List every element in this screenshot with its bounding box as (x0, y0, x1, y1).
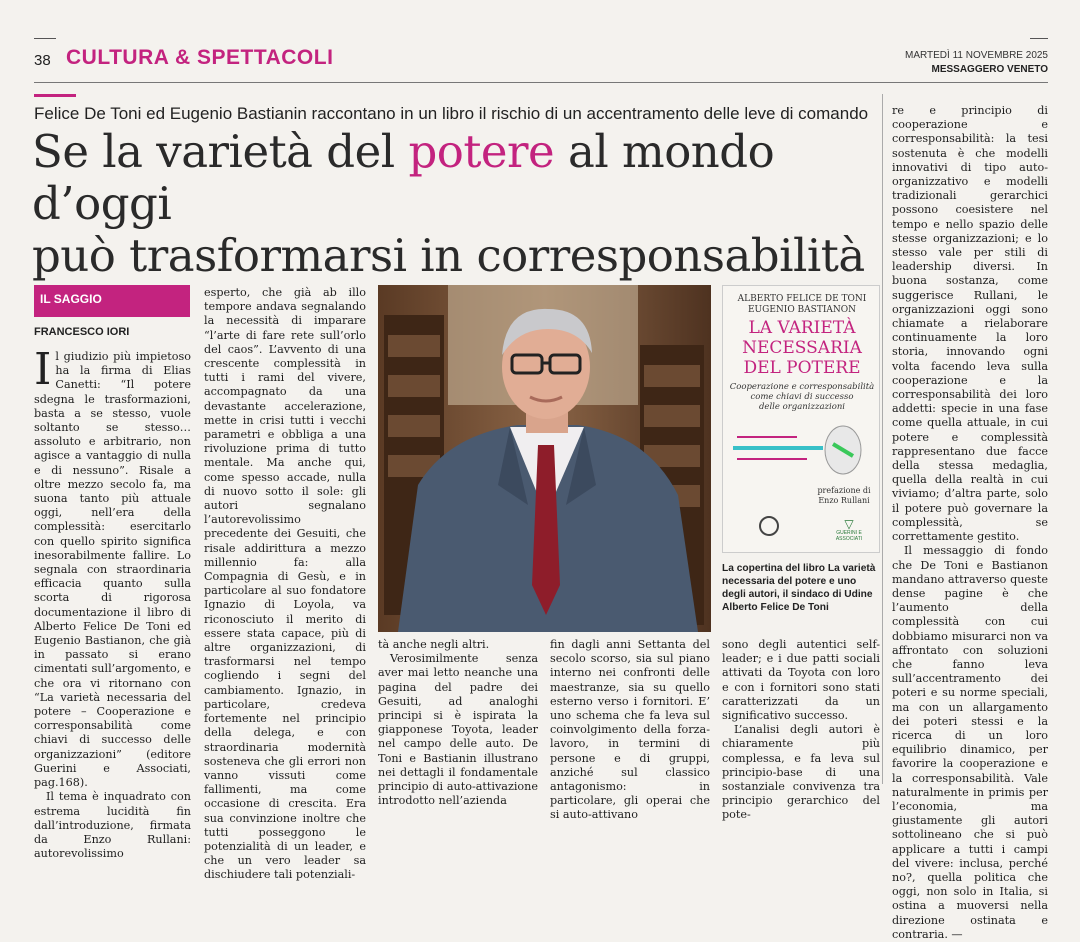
paragraph (34, 344, 191, 790)
book-title-2: NECESSARIA (742, 338, 862, 358)
paragraph: L’analisi degli autori è chiaramente più complessa, e fa leva sul principio-base di una sostanziale convivenza tra principio gerarchico del pote- (722, 723, 880, 822)
article-kicker: Felice De Toni ed Eugenio Bastianin raccontano in un libro il rischio di un accentramento delle leve di comando (34, 104, 869, 123)
column-1 (34, 344, 191, 861)
author-photo (378, 285, 711, 632)
paragraph: sono degli autentici self-leader; e i due patti sociali attivati da Toyota con loro e con i fornitori sono stati caratterizzati da un significativo successo. (722, 638, 880, 723)
paragraph: re e principio di cooperazione e corresponsabilità: la tesi sostenuta è che modelli innovativi di tipo auto-organizzativo e modelli tradizionali gerarchici possono coesistere nel tempo e nello spazio delle stesse organizzazioni; e lo stesso vale per stili di leadership diversi. In buona sostanza, come suggerisce Rullani, le organizzazioni oggi sono chiamate a rielaborare continuamente la loro storia, innovando ogni volta facendo leva sulla cooperazione e la corresponsabilità dei loro addetti: specie in una fase come quella attuale, in cui potere e complessità rappresentano due facce della stessa medaglia, quella della realtà in cui viviamo; d’altra parte, solo il potere può governare la complessità, se correttamente gestito. (892, 104, 1048, 544)
book-preface-label: prefazione di (817, 486, 871, 495)
book-illustration (723, 416, 881, 486)
section-tag: IL SAGGIO (34, 285, 190, 317)
book-author-1: ALBERTO FELICE DE TONI (737, 294, 867, 304)
header-divider (34, 82, 1048, 83)
drop-cap: I (34, 344, 52, 395)
headline-end: al mondo d’oggi (32, 125, 775, 230)
book-cover-image (722, 285, 880, 553)
column-6 (892, 104, 1048, 942)
column-divider (882, 94, 883, 784)
book-subtitle-2: come chiavi di successo (750, 392, 854, 402)
article-headline (32, 126, 882, 282)
issue-date: MARTEDÌ 11 NOVEMBRE 2025 (904, 50, 1048, 61)
book-title-3: DEL POTERE (743, 358, 861, 378)
paragraph: fin dagli anni Settanta del secolo scorso, sia sul piano interno nei confronti delle maestranze, sia su quello esterno verso i fornitori. E’ uno schema che fa leva sul coinvolgimento della forza-lavoro, in termini di persone e di gruppi, anziché sul classico antagonismo: in particolare, gli operai che si auto-attivano (550, 638, 710, 822)
paragraph: Verosimilmente senza aver mai letto neanche una pagina del padre dei Gesuiti, ad analoghi principi si è ispirata la giapponese Toyota, leader nel campo delle auto. De Toni e Bastianin illustrano nei dettagli il fondamentale principio di auto-attivazione introdotto nell’azienda (378, 652, 538, 808)
paragraph: tà anche negli altri. (378, 638, 490, 651)
open-access-icon (759, 516, 779, 536)
headline-line2: può trasformarsi in corresponsabilità (32, 229, 865, 282)
byline: FRANCESCO IORI (34, 326, 130, 338)
newspaper-name: MESSAGGERO VENETO (931, 64, 1048, 75)
book-subtitle-3: delle organizzazioni (758, 402, 846, 412)
book-author-2: EUGENIO BASTIANON (747, 305, 857, 315)
page-number: 38 (34, 52, 51, 69)
column-2 (204, 286, 366, 883)
book-publisher: GUERINI E ASSOCIATI (835, 530, 863, 542)
accent-bar (34, 94, 76, 97)
book-subtitle-1: Cooperazione e corresponsabilità (729, 382, 875, 392)
book-title-1: LA VARIETÀ (748, 318, 856, 338)
column-3 (378, 638, 538, 808)
top-rule-right (1030, 38, 1048, 39)
paragraph: Il messaggio di fondo che De Toni e Bastianon mandano attraverso queste dense pagine è che l’aumento della complessità con cui dobbiamo misurarci non va affrontato con soluzioni che fanno leva sull’accentramento dei poteri e su norme speciali, ma con un allargamento dei poteri stessi e la ricerca di un loro equilibrio dinamico, per favorire la cooperazione e la corresponsabilità. Vale naturalmente in primis per l’economia, ma giustamente gli autori sottolineano che si può applicare a tutti i campi del vivere: inclusa, perché no?, quella politica che oggi, non solo in Italia, si ostina a muoversi nella direzione ostinata e contraria. — (892, 544, 1048, 941)
photo-caption: La copertina del libro La varietà necessaria del potere e uno degli autori, il sindaco di Udine Alberto Felice De Toni (722, 563, 876, 613)
column-5 (722, 638, 880, 823)
headline-start: Se la varietà del (32, 125, 409, 178)
paragraph: Il tema è inquadrato con estrema lucidità fin dall’introduzione, firmata da Enzo Rullani: autorevolissimo (34, 790, 191, 861)
headline-highlight: potere (408, 125, 555, 178)
publisher-logo-icon: ▽ (844, 517, 854, 531)
paragraph-text: l giudizio più impietoso ha la firma di Elias Canetti: “Il potere sdegna le trasformazioni, basta a se stesso, vuole soltanto se stesso… assoluto e arbitrario, non agisce a vantaggio di nulla e di nessuno”. Risale a oltre mezzo secolo fa, ma suona tanto più attuale oggi, nell’era della complessità: esercitarlo con quello spirito significa inesorabilmente fallire. Lo segnala con straordinaria efficacia quanto sulla scorta di rigorosa documentazione il libro di Alberto Felice De Toni ed Eugenio Bastianon, che già in passato si erano cimentati sull’argomento, e che ora vi ritornano con “La varietà necessaria del potere – Cooperazione e corresponsabilità come chiavi di successo delle organizzazioni” (editore Guerini e Associati, pag.168). (34, 350, 191, 790)
book-preface-author: Enzo Rullani (818, 496, 870, 505)
section-title: CULTURA & SPETTACOLI (66, 46, 334, 69)
column-4 (550, 638, 710, 823)
paragraph: esperto, che già ab illo tempore andava segnalando la necessità di imparare “l’arte di fare rete sull’orlo del caos”. L’avvento di una crescente complessità in tutti i rami del vivere, accompagnato da una devastante accelerazione, mette in crisi tutti i vecchi parametri e obbliga a una rivoluzione prima di tutto mentale. Ma anche qui, come spesso accade, nulla di nuovo sotto il sole: gli autori segnalano l’autorevolissimo precedente dei Gesuiti, che risale addirittura a mezzo millennio fa: alla Compagnia di Gesù, e in particolare al suo fondatore Ignazio di Loyola, va riconosciuto il merito di essere stata capace, più di altre organizzazioni, di trasformarsi nel tempo cogliendo i segni del cambiamento. Ignazio, in particolare, credeva fortemente nel principio della delega, e con straordinaria modernità sosteneva che gli errori non vanno vissuti come fallimenti, ma come occasione di crescita. Era sua convinzione inoltre che tutti posseggono le potenzialità di un leader, e che un vero leader sa dischiudere tali potenziali- (204, 286, 366, 882)
top-rule-left (34, 38, 56, 39)
